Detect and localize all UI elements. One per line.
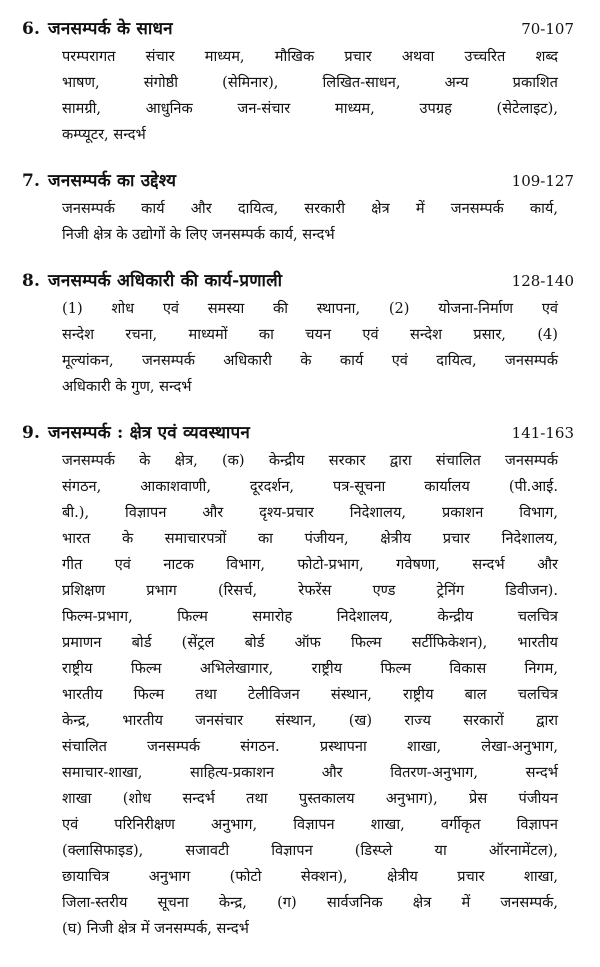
- entry-description-line: प्रशिक्षण प्रभाग (रिसर्च, रेफरेंस एण्ड ट्रेनिंग डिवीजन).: [62, 582, 558, 599]
- entry-title: जनसम्पर्क के साधन: [48, 19, 173, 39]
- entry-heading-row: [22, 268, 578, 296]
- entry-description-line: समाचार-शाखा, साहित्य-प्रकाशन और वितरण-अनुभाग, सन्दर्भ: [62, 764, 558, 781]
- entry-description-line: सामग्री, आधुनिक जन-संचार माध्यम, उपग्रह (सेटेलाइट),: [62, 100, 558, 117]
- entry-description: [62, 44, 558, 148]
- contents-list: [22, 16, 578, 942]
- entry-description-line: एवं परिनिरीक्षण अनुभाग, विज्ञापन शाखा, वर्गीकृत विज्ञापन: [62, 816, 558, 833]
- entry-description-line: फिल्म-प्रभाग, फिल्म समारोह निदेशालय, केन्द्रीय चलचित्र: [62, 608, 558, 625]
- entry-description-line: (क्लासिफाइड), सजावटी विज्ञापन (डिस्प्ले या ऑरनामेंटल),: [62, 842, 558, 859]
- entry-description-line: (1) शोध एवं समस्या की स्थापना, (2) योजना-निर्माण एवं: [62, 300, 558, 317]
- entry-description-line: गीत एवं नाटक विभाग, फोटो-प्रभाग, गवेषणा, सन्दर्भ और: [62, 556, 558, 573]
- entry-description: [62, 448, 558, 942]
- entry-description-line: मूल्यांकन, जनसम्पर्क अधिकारी के कार्य एवं दायित्व, जनसम्पर्क: [62, 352, 558, 369]
- entry-description-line: जनसम्पर्क कार्य और दायित्व, सरकारी क्षेत्र में जनसम्पर्क कार्य,: [62, 200, 558, 217]
- entry-page-range: 70-107: [521, 20, 574, 38]
- entry-number: 8.: [22, 271, 41, 291]
- entry-description-line: जिला-स्तरीय सूचना केन्द्र, (ग) सार्वजनिक क्षेत्र में जनसम्पर्क,: [62, 894, 558, 911]
- contents-entry: [22, 168, 578, 248]
- entry-heading: [22, 420, 250, 443]
- entry-heading: [22, 16, 173, 39]
- entry-heading-row: [22, 168, 578, 196]
- entry-description-line: छायाचित्र अनुभाग (फोटो सेक्शन), क्षेत्रीय प्रचार शाखा,: [62, 868, 558, 885]
- entry-description-line: बी.), विज्ञापन और दृश्य-प्रचार निदेशालय, प्रकाशन विभाग,: [62, 504, 558, 521]
- entry-description-line: भारतीय फिल्म तथा टेलीविजन संस्थान, राष्ट्रीय बाल चलचित्र: [62, 686, 558, 703]
- entry-heading-row: [22, 16, 578, 44]
- entry-heading: [22, 268, 282, 291]
- entry-description-line: शाखा (शोध सन्दर्भ तथा पुस्तकालय अनुभाग), प्रेस पंजीयन: [62, 790, 558, 807]
- entry-page-range: 141-163: [511, 424, 574, 442]
- contents-entry: [22, 420, 578, 942]
- entry-heading: [22, 168, 176, 191]
- entry-description: [62, 296, 558, 400]
- entry-page-range: 109-127: [511, 172, 574, 190]
- entry-description-line: अधिकारी के गुण, सन्दर्भ: [62, 378, 192, 395]
- entry-description-line: परम्परागत संचार माध्यम, मौखिक प्रचार अथवा उच्चरित शब्द: [62, 48, 558, 65]
- entry-description-line: कम्प्यूटर, सन्दर्भ: [62, 126, 146, 143]
- entry-description-line: (घ) निजी क्षेत्र में जनसम्पर्क, सन्दर्भ: [62, 920, 249, 937]
- entry-description-line: संचालित जनसम्पर्क संगठन. प्रस्थापना शाखा, लेखा-अनुभाग,: [62, 738, 558, 755]
- entry-page-range: 128-140: [511, 272, 574, 290]
- entry-description-line: भारत के समाचारपत्रों का पंजीयन, क्षेत्रीय प्रचार निदेशालय,: [62, 530, 558, 547]
- entry-description-line: जनसम्पर्क के क्षेत्र, (क) केन्द्रीय सरकार द्वारा संचालित जनसम्पर्क: [62, 452, 558, 469]
- entry-description: [62, 196, 558, 248]
- entry-description-line: केन्द्र, भारतीय जनसंचार संस्थान, (ख) राज्य सरकारों द्वारा: [62, 712, 558, 729]
- entry-number: 7.: [22, 171, 41, 191]
- entry-title: जनसम्पर्क का उद्देश्य: [48, 171, 177, 191]
- entry-title: जनसम्पर्क : क्षेत्र एवं व्यवस्थापन: [48, 423, 251, 443]
- entry-heading-row: [22, 420, 578, 448]
- entry-number: 6.: [22, 19, 41, 39]
- entry-description-line: प्रमाणन बोर्ड (सेंट्रल बोर्ड ऑफ फिल्म सर्टीफिकेशन), भारतीय: [62, 634, 558, 651]
- contents-entry: [22, 268, 578, 400]
- entry-description-line: निजी क्षेत्र के उद्योगों के लिए जनसम्पर्क कार्य, सन्दर्भ: [62, 226, 335, 243]
- entry-title: जनसम्पर्क अधिकारी की कार्य-प्रणाली: [48, 271, 283, 291]
- entry-description-line: सन्देश रचना, माध्यमों का चयन एवं सन्देश प्रसार, (4): [62, 326, 558, 343]
- contents-entry: [22, 16, 578, 148]
- entry-description-line: राष्ट्रीय फिल्म अभिलेखागार, राष्ट्रीय फिल्म विकास निगम,: [62, 660, 558, 677]
- entry-number: 9.: [22, 423, 41, 443]
- entry-description-line: भाषण, संगोष्ठी (सेमिनार), लिखित-साधन, अन्य प्रकाशित: [62, 74, 558, 91]
- entry-description-line: संगठन, आकाशवाणी, दूरदर्शन, पत्र-सूचना कार्यालय (पी.आई.: [62, 478, 558, 495]
